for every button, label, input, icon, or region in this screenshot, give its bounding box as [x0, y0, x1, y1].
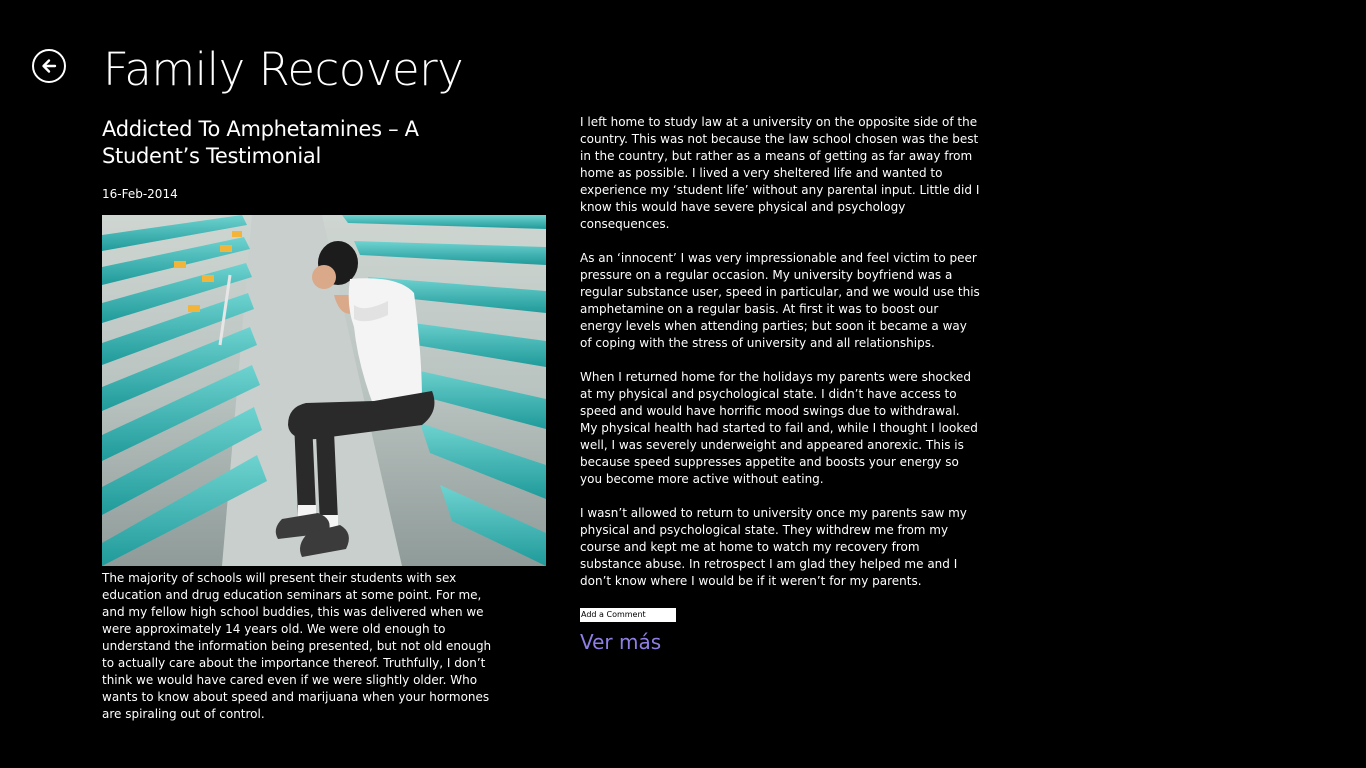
add-comment-button[interactable]: Add a Comment [580, 608, 676, 622]
back-button[interactable] [32, 49, 66, 83]
article-paragraph: When I returned home for the holidays my parents were shocked at my physical and psychological state. I didn’t have access to speed and would have horrific mood swings due to withdrawal. My physical health had started to fail and, while I thought I looked well, I was severely underweight and appeared anorexic. This is because speed suppresses appetite and boosts your energy so you become more active without eating. [580, 370, 978, 486]
article-title: Addicted To Amphetamines – A Student’s Testimonial [102, 117, 419, 168]
see-more-link[interactable]: Ver más [580, 630, 662, 654]
article-paragraph: As an ‘innocent’ I was very impressionable and feel victim to peer pressure on a regular occasion. My university boyfriend was a regular substance user, speed in particular, and we would use this amphetamine on a regular basis. At first it was to boost our energy levels when attending parties; but soon it became a way of coping with the stress of university and all relationships. [580, 251, 980, 350]
app-title: Family Recovery [103, 43, 464, 96]
article-body [580, 114, 980, 607]
article-hero-image [102, 215, 546, 566]
article-date: 16-Feb-2014 [102, 187, 178, 201]
article-paragraph: I left home to study law at a university on the opposite side of the country. This was not because the law school chosen was the best in the country, but rather as a means of getting as far away from home as possible. I lived a very sheltered life and wanted to experience my ‘student life’ without any parental input. Little did I know this would have severe physical and psychology consequences. [580, 115, 980, 231]
back-arrow-icon [39, 56, 59, 76]
article-intro-paragraph: The majority of schools will present their students with sex education and drug education seminars at some point. For me, and my fellow high school buddies, this was delivered when we were approximately 14 years old. We were old enough to understand the information being presented, but not old enough to actually care about the importance thereof. Truthfully, I don’t think we would have cared even if we were slightly older. Who wants to know about speed and marijuana when your hormones are spiraling out of control. [102, 571, 492, 721]
article-paragraph: I wasn’t allowed to return to university once my parents saw my physical and psychological state. They withdrew me from my course and kept me at home to watch my recovery from substance abuse. In retrospect I am glad they helped me and I don’t know where I would be if it weren’t for my parents. [580, 506, 967, 588]
